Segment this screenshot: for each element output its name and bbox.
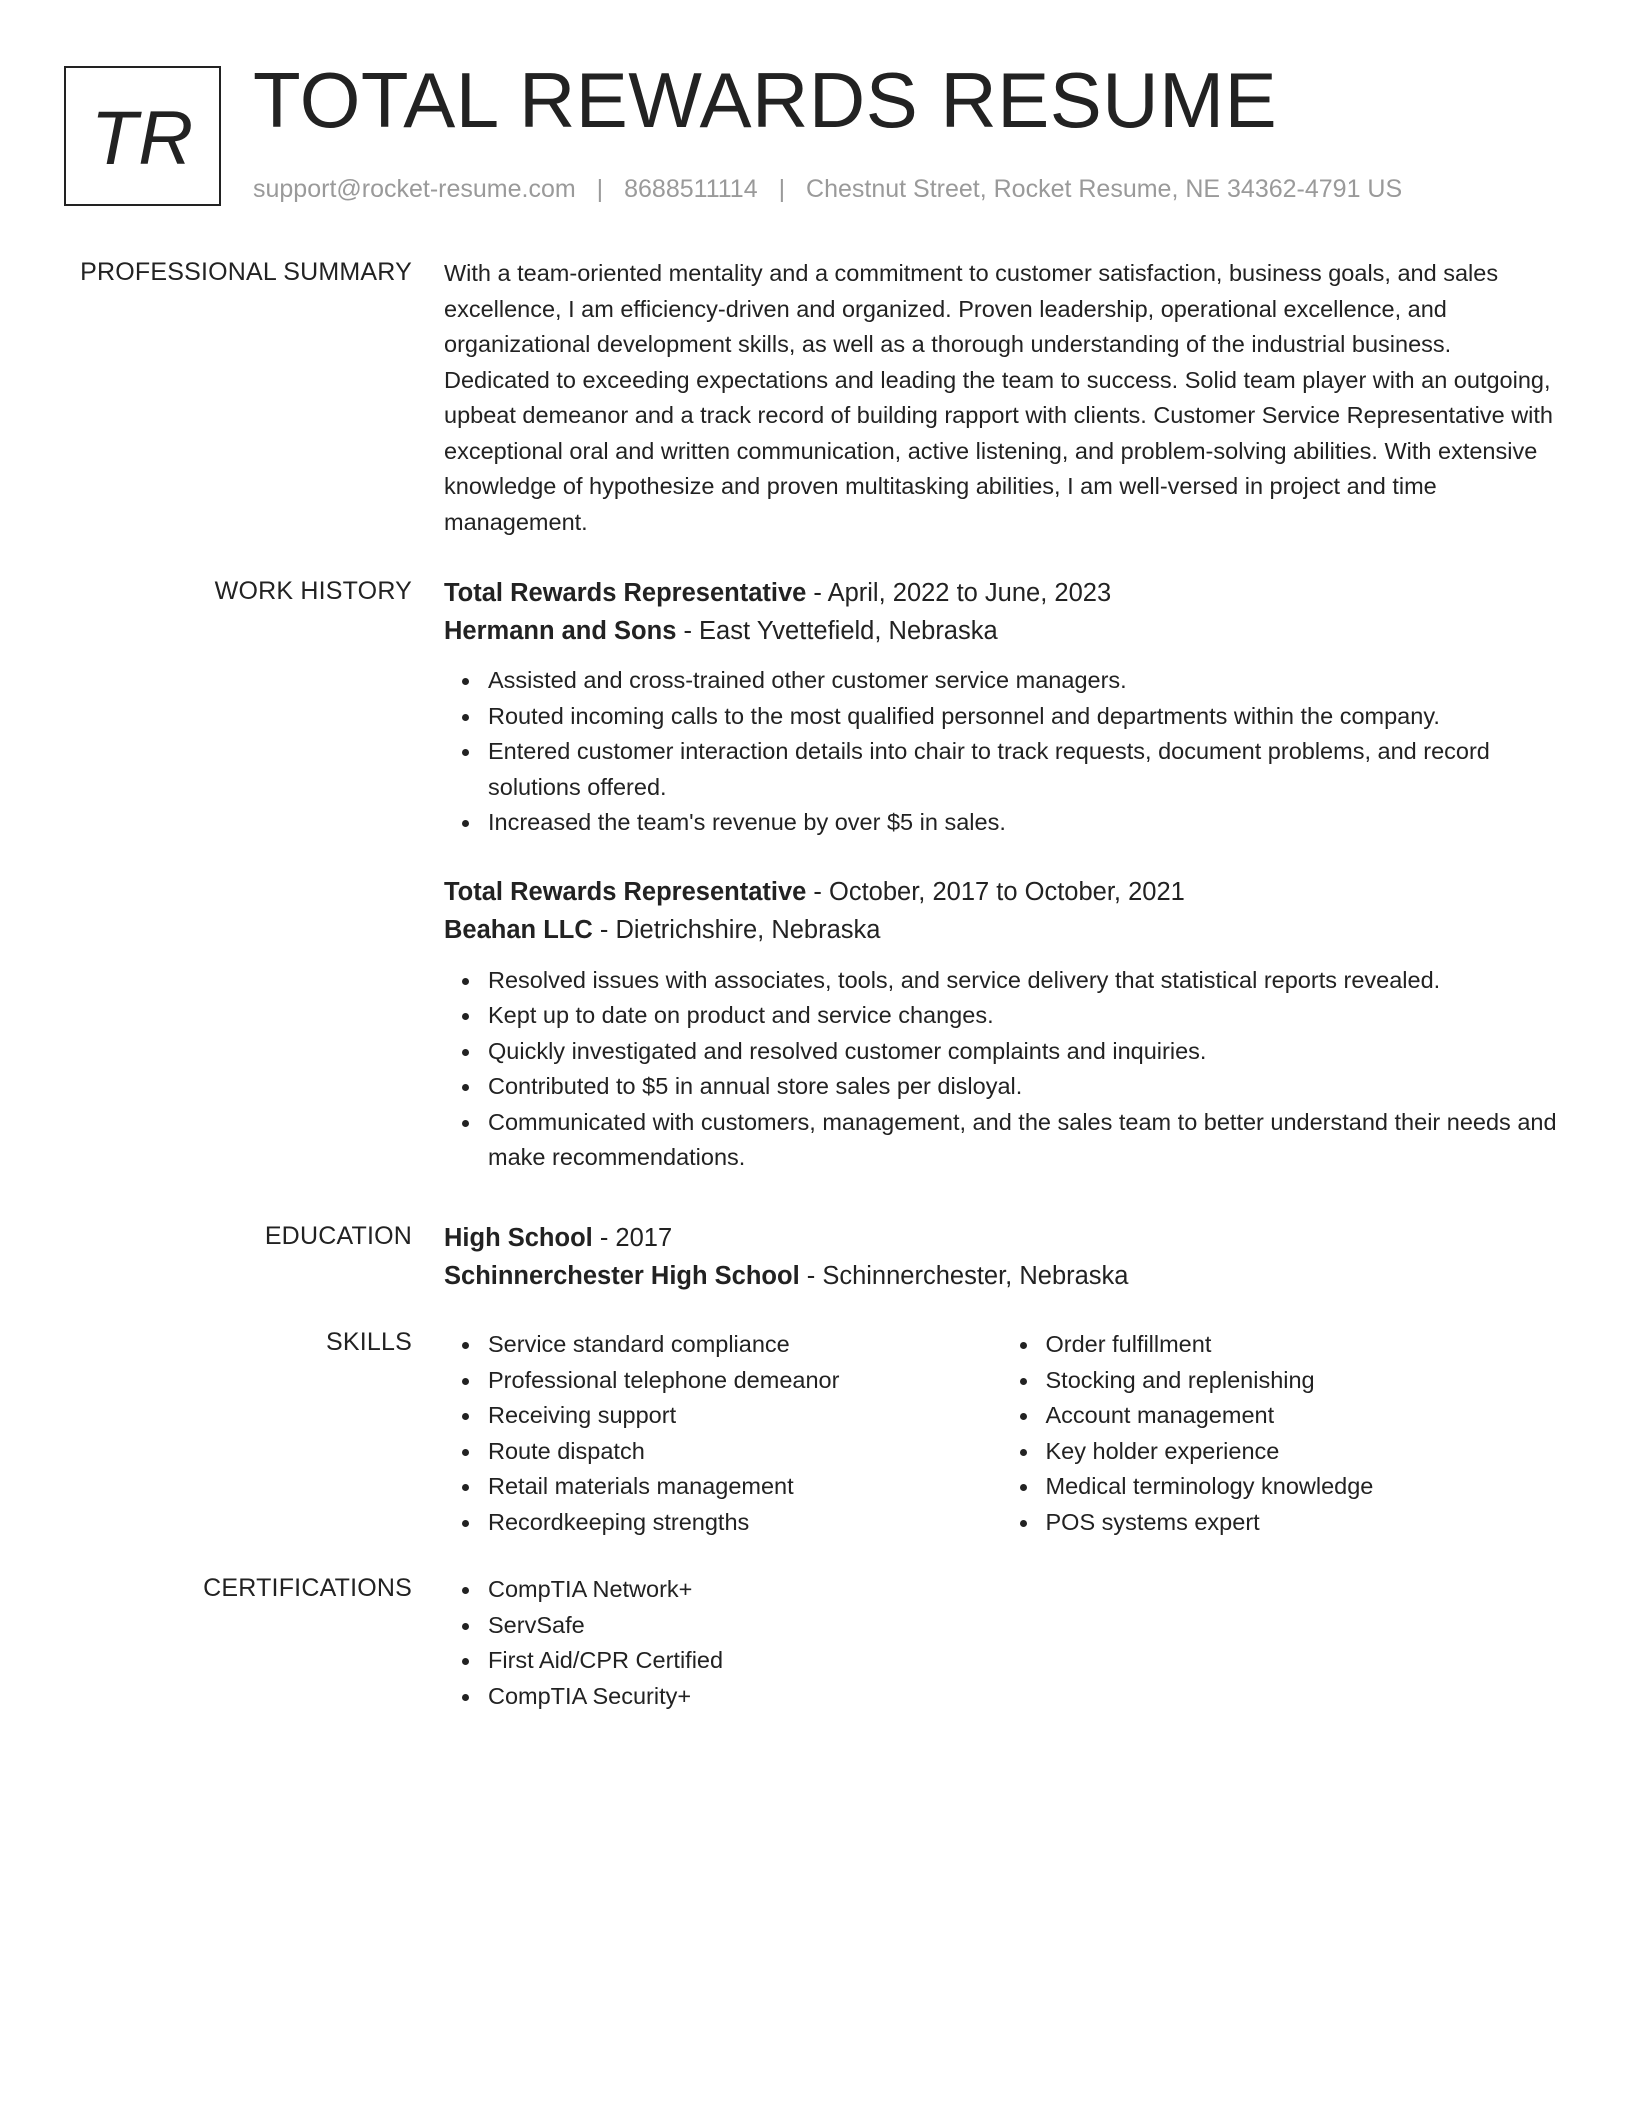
job-location: - Dietrichshire, Nebraska [592, 915, 881, 944]
monogram-box [64, 66, 221, 206]
summary-section [444, 256, 1559, 540]
list-item: Account management [1046, 1398, 1560, 1434]
education-school-line [444, 1257, 1559, 1295]
contact-phone: 8688511114 [624, 175, 758, 203]
job-duties-list [444, 963, 1559, 1176]
certifications-list [444, 1572, 1559, 1714]
job-title-line [444, 873, 1559, 911]
section-label-certifications: CERTIFICATIONS [203, 1574, 412, 1602]
contact-address: Chestnut Street, Rocket Resume, NE 34362-4791 US [806, 175, 1403, 203]
list-item: Routed incoming calls to the most qualified personnel and departments within the company. [488, 699, 1559, 735]
list-item: Kept up to date on product and service changes. [488, 998, 1559, 1034]
job-dates: - April, 2022 to June, 2023 [806, 579, 1112, 607]
list-item: POS systems expert [1046, 1505, 1560, 1541]
list-item: Stocking and replenishing [1046, 1363, 1560, 1399]
job-company-line [444, 911, 1559, 949]
education-section [444, 1219, 1559, 1295]
job-title-line [444, 574, 1559, 612]
list-item: Quickly investigated and resolved customer complaints and inquiries. [488, 1034, 1559, 1070]
list-item: First Aid/CPR Certified [488, 1643, 1559, 1679]
skills-grid [444, 1327, 1559, 1540]
job-entry [444, 574, 1559, 841]
job-location: - East Yvettefield, Nebraska [676, 617, 998, 645]
list-item: CompTIA Network+ [488, 1572, 1559, 1608]
list-item: Order fulfillment [1046, 1327, 1560, 1363]
job-entry [444, 873, 1559, 1176]
job-dates: - October, 2017 to October, 2021 [806, 877, 1185, 906]
contact-line [253, 175, 1402, 204]
list-item: Entered customer interaction details into chair to track requests, document problems, and record solutions offered. [488, 734, 1559, 805]
list-item: Resolved issues with associates, tools, and service delivery that statistical reports revealed. [488, 963, 1559, 999]
list-item: Contributed to $5 in annual store sales per disloyal. [488, 1069, 1559, 1105]
job-title: Total Rewards Representative [444, 579, 807, 607]
education-degree: High School [444, 1224, 593, 1252]
education-school: Schinnerchester High School [444, 1262, 800, 1290]
list-item: Medical terminology knowledge [1046, 1469, 1560, 1505]
list-item: Assisted and cross-trained other customer service managers. [488, 663, 1559, 699]
list-item: Increased the team's revenue by over $5 in sales. [488, 805, 1559, 841]
work-history-section [444, 574, 1559, 1176]
skills-section [444, 1327, 1559, 1540]
job-company-line [444, 612, 1559, 650]
summary-text: With a team-oriented mentality and a commitment to customer satisfaction, business goals, and sales excellence, I am efficiency-driven and organized. Proven leadership, operational excellence, and organizational development skills, as well as a thorough understanding of the industrial business. Dedicated to exceeding expectations and leading the team to success. Solid team player with an outgoing, upbeat demeanor and a track record of building rapport with clients. Customer Service Representative with exceptional oral and written communication, active listening, and problem-solving abilities. With extensive knowledge of hypothesize and proven multitasking abilities, I am well-versed in project and time management. [444, 260, 1553, 535]
job-title: Total Rewards Representative [444, 877, 807, 906]
resume-title: TOTAL REWARDS RESUME [253, 56, 1278, 144]
list-item: Receiving support [488, 1398, 1002, 1434]
education-year: - 2017 [592, 1224, 673, 1252]
list-item: Route dispatch [488, 1434, 1002, 1470]
contact-separator: | [778, 175, 786, 203]
education-location: - Schinnerchester, Nebraska [799, 1262, 1129, 1290]
skills-list-left [444, 1327, 1002, 1540]
skills-list-right [1002, 1327, 1560, 1540]
list-item: CompTIA Security+ [488, 1679, 1559, 1715]
contact-email: support@rocket-resume.com [253, 175, 576, 203]
job-duties-list [444, 663, 1559, 841]
monogram-initials: TR [90, 95, 195, 181]
section-label-skills: SKILLS [326, 1328, 412, 1356]
list-item: ServSafe [488, 1608, 1559, 1644]
list-item: Professional telephone demeanor [488, 1363, 1002, 1399]
list-item: Communicated with customers, management, and the sales team to better understand their needs and make recommendations. [488, 1105, 1559, 1176]
section-label-summary: PROFESSIONAL SUMMARY [80, 258, 412, 286]
section-label-education: EDUCATION [264, 1222, 412, 1250]
education-degree-line [444, 1219, 1559, 1257]
list-item: Retail materials management [488, 1469, 1002, 1505]
list-item: Service standard compliance [488, 1327, 1002, 1363]
list-item: Recordkeeping strengths [488, 1505, 1002, 1541]
job-company: Hermann and Sons [444, 617, 677, 645]
job-company: Beahan LLC [444, 915, 593, 944]
list-item: Key holder experience [1046, 1434, 1560, 1470]
certifications-section [444, 1572, 1559, 1714]
section-label-work-history: WORK HISTORY [214, 577, 412, 605]
contact-separator: | [596, 175, 604, 203]
